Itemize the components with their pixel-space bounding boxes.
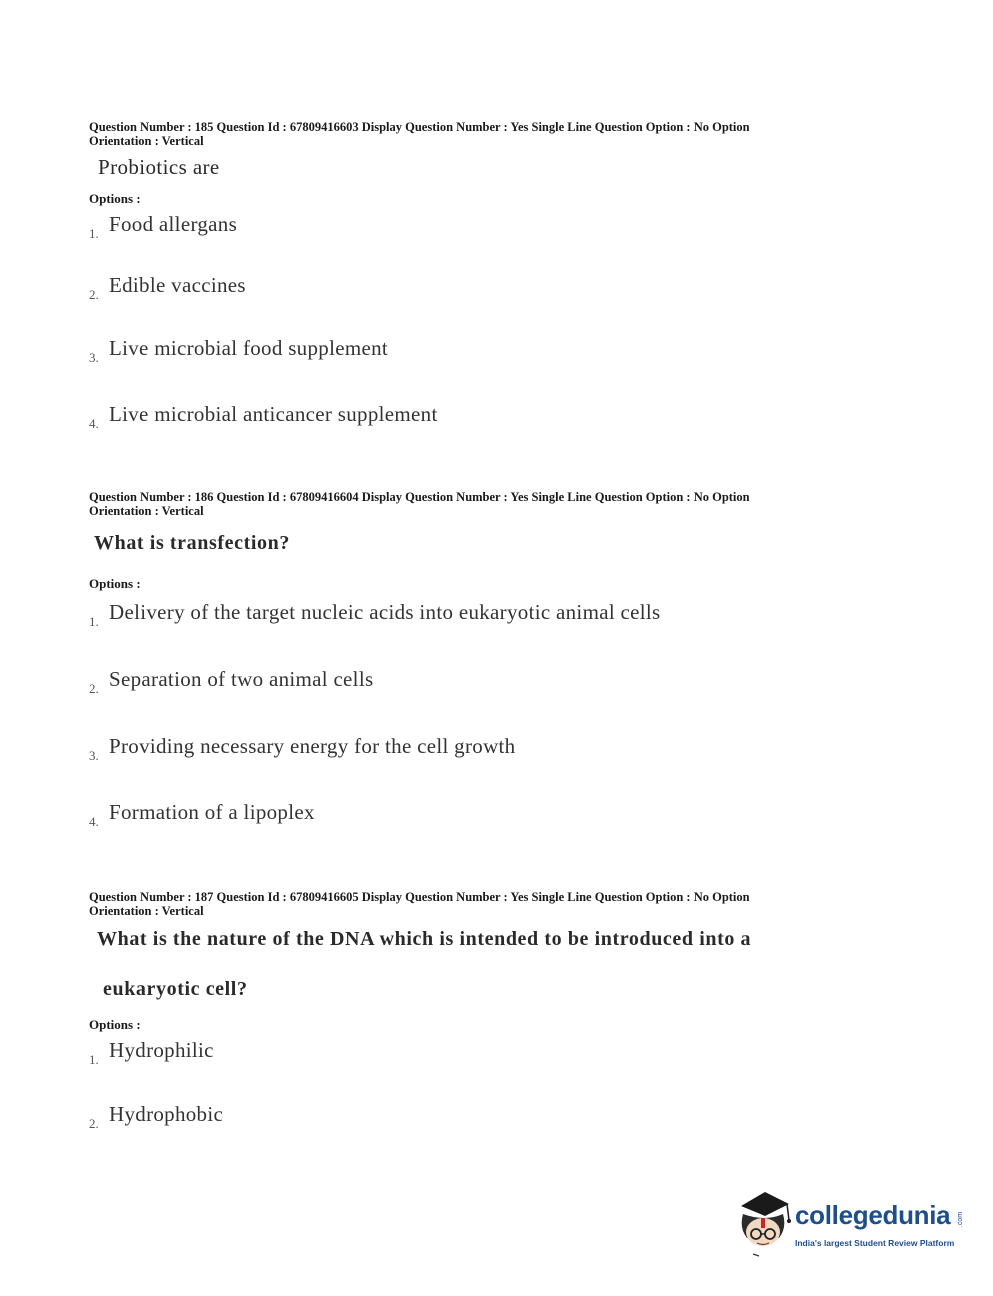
question-meta-line2: Orientation : Vertical [89, 504, 204, 518]
question-text: What is the nature of the DNA which is intended to be introduced into a [97, 928, 752, 950]
option-item [89, 336, 889, 376]
option-text: Live microbial food supplement [109, 336, 389, 360]
option-item [89, 402, 889, 442]
option-number: 2. [89, 681, 99, 696]
question-meta [89, 490, 889, 518]
option-item [89, 734, 889, 774]
question-text: What is transfection? [94, 532, 290, 554]
logo-suffix: .com [957, 1211, 965, 1228]
option-number: 1. [89, 614, 99, 629]
option-number: 4. [89, 416, 99, 431]
option-item [89, 600, 889, 640]
option-number: 2. [89, 1116, 99, 1131]
options-label: Options : [89, 1017, 141, 1032]
option-item [89, 800, 889, 840]
question-text-continued: eukaryotic cell? [103, 978, 248, 1000]
option-text: Separation of two animal cells [109, 667, 374, 691]
question-meta [89, 890, 889, 918]
option-number: 4. [89, 814, 99, 829]
option-text: Edible vaccines [109, 273, 246, 297]
question-meta-line1: Question Number : 186 Question Id : 67809416604 Display Question Number : Yes Single Line Question Option : No Option [89, 490, 750, 504]
option-text: Food allergans [109, 212, 238, 236]
option-text: Hydrophilic [109, 1038, 214, 1062]
logo-tagline: India's largest Student Review Platform [795, 1238, 955, 1248]
option-number: 1. [89, 226, 99, 241]
question-meta-line1: Question Number : 187 Question Id : 67809416605 Display Question Number : Yes Single Line Question Option : No Option [89, 890, 750, 904]
option-item [89, 273, 889, 313]
option-text: Formation of a lipoplex [109, 800, 315, 824]
option-item [89, 1102, 889, 1142]
question-meta-line2: Orientation : Vertical [89, 904, 204, 918]
logo-name: collegedunia [795, 1200, 951, 1230]
collegedunia-logo [735, 1188, 965, 1258]
option-text: Live microbial anticancer supplement [109, 402, 438, 426]
option-text: Hydrophobic [109, 1102, 224, 1126]
option-text: Providing necessary energy for the cell growth [109, 734, 516, 758]
option-number: 2. [89, 287, 99, 302]
option-item [89, 667, 889, 707]
option-number: 3. [89, 350, 99, 365]
question-meta-line1: Question Number : 185 Question Id : 67809416603 Display Question Number : Yes Single Line Question Option : No Option [89, 120, 750, 134]
question-meta-line2: Orientation : Vertical [89, 134, 204, 148]
option-number: 1. [89, 1052, 99, 1067]
option-item [89, 1038, 889, 1078]
option-number: 3. [89, 748, 99, 763]
options-label: Options : [89, 191, 141, 206]
options-label: Options : [89, 576, 141, 591]
option-text: Delivery of the target nucleic acids into eukaryotic animal cells [109, 600, 661, 624]
mascot-icon [735, 1188, 793, 1258]
question-text: Probiotics are [98, 155, 220, 179]
option-item [89, 212, 889, 252]
question-meta [89, 120, 889, 148]
